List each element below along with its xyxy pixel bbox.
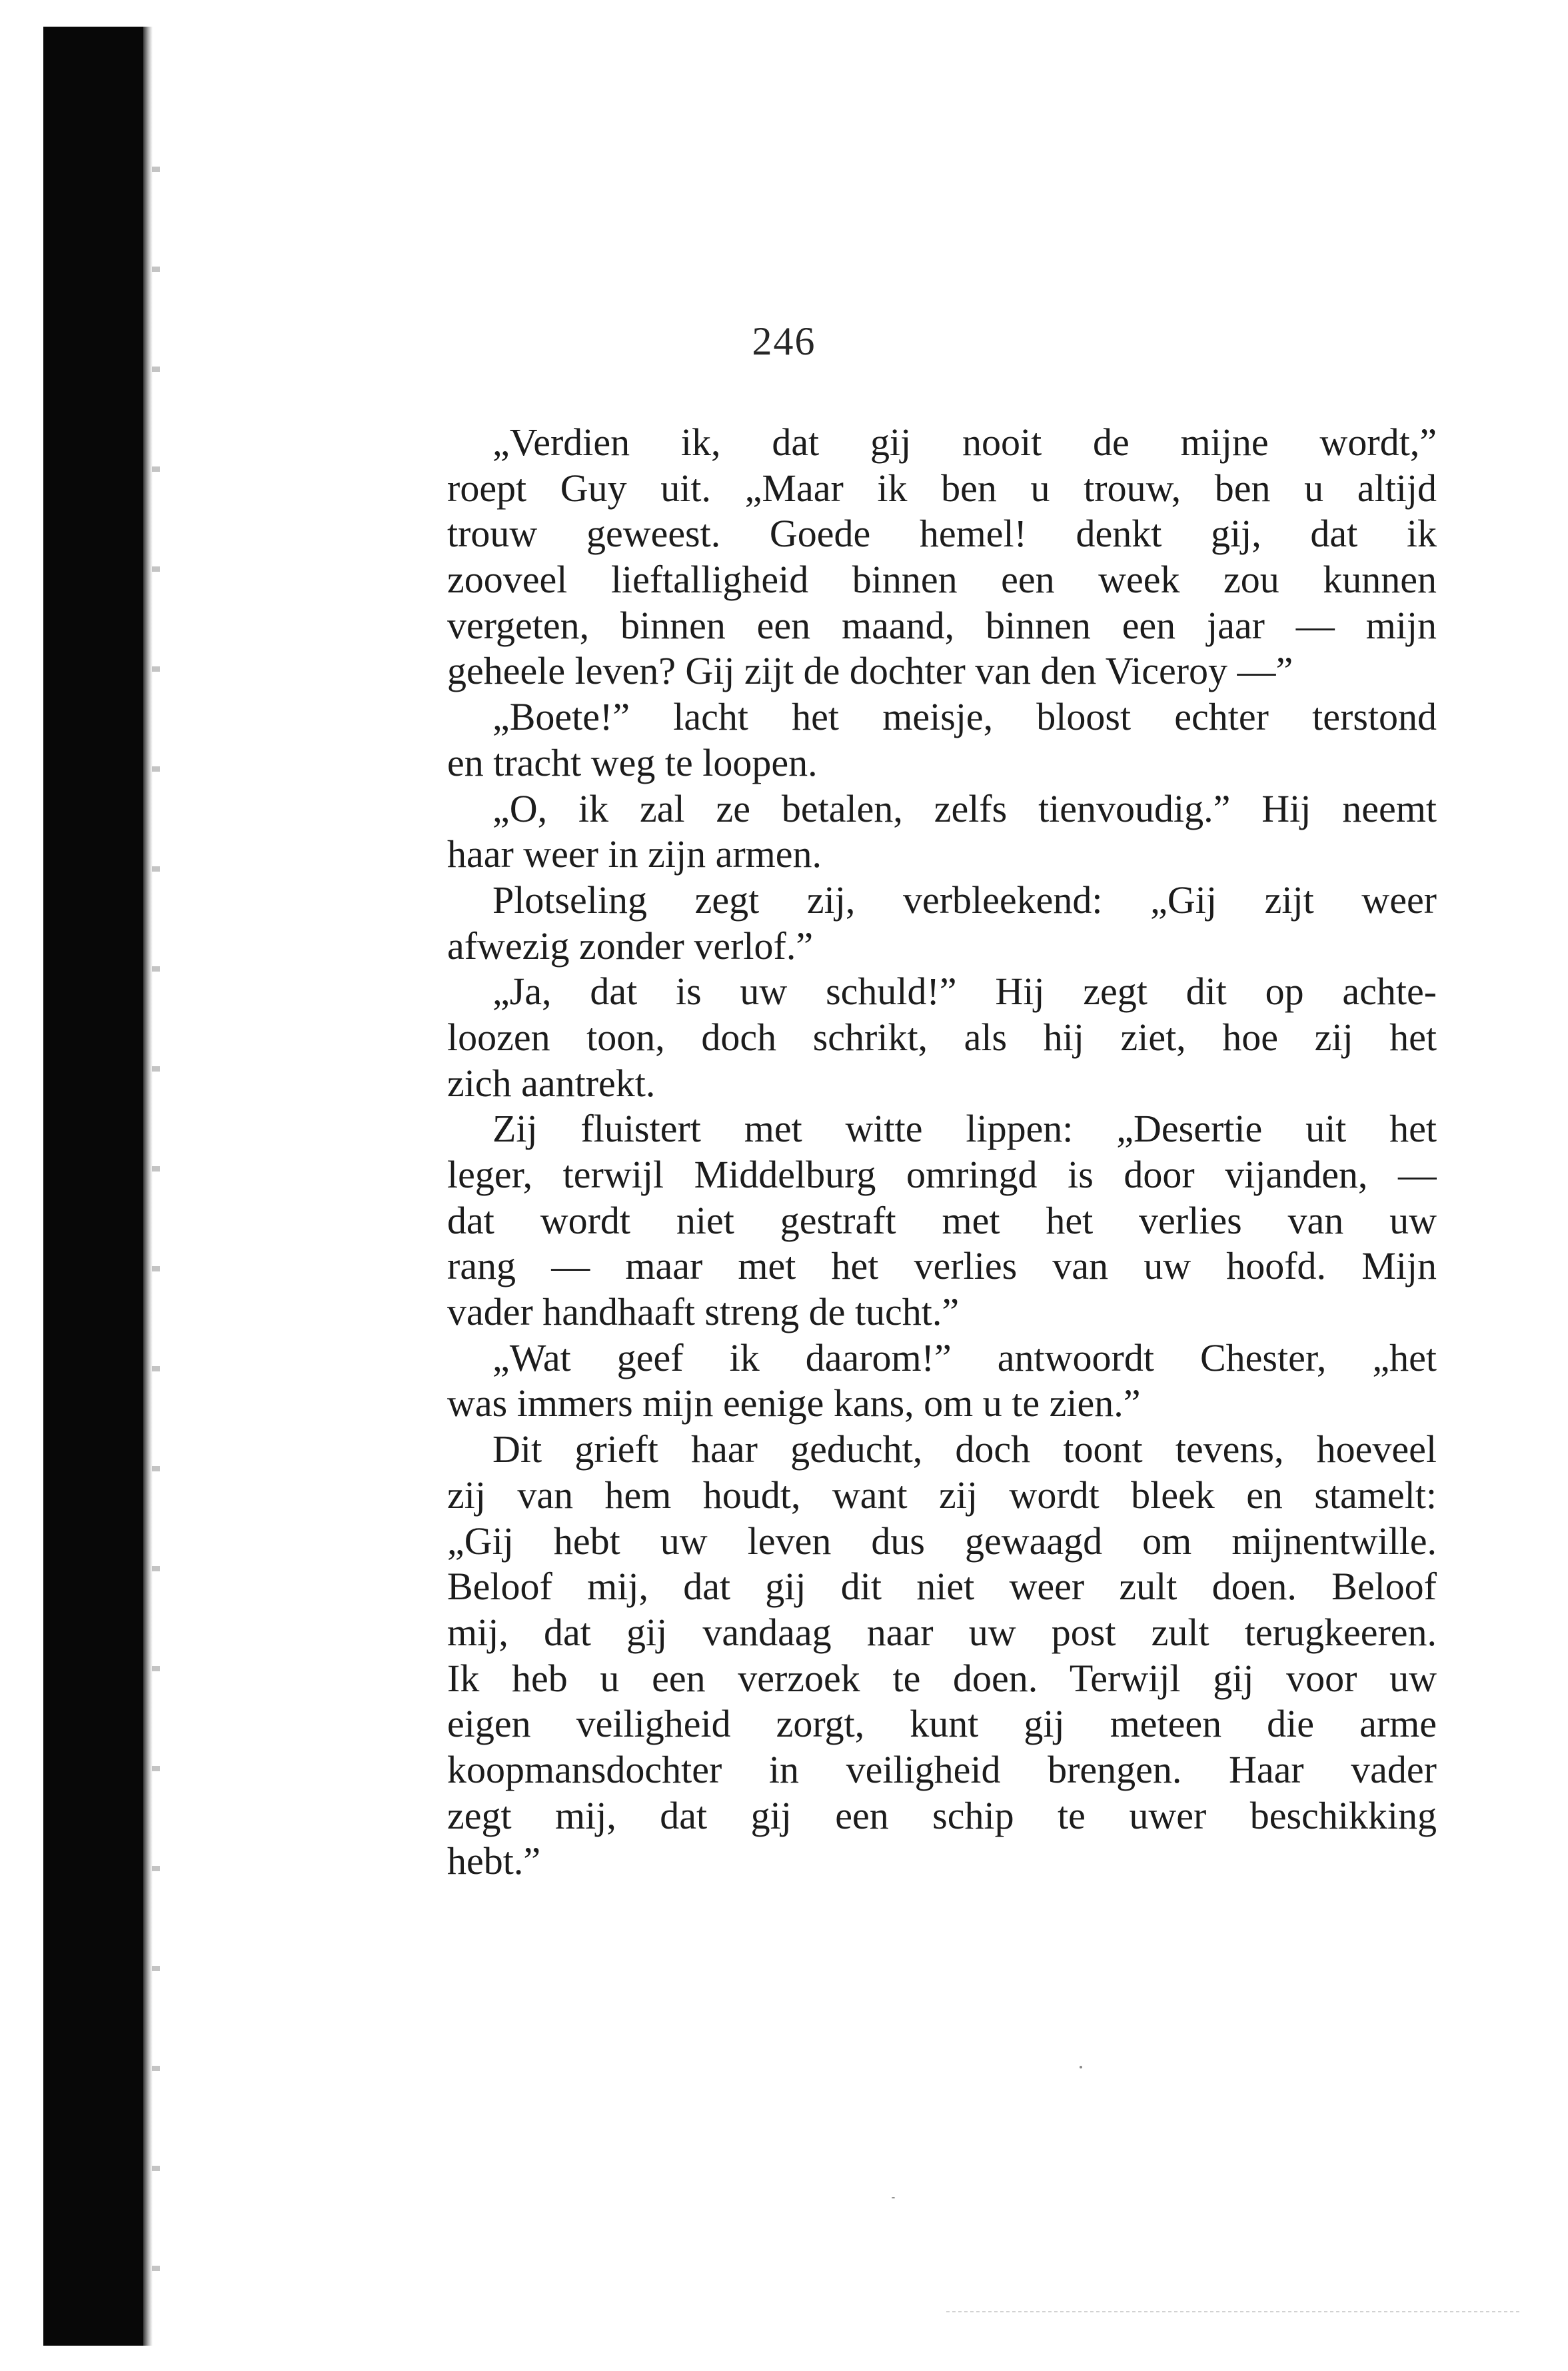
text-line: zich aantrekt. (447, 1061, 656, 1105)
text-line: „Gij hebt uw leven dus gewaagd om mijnentwille. (447, 1519, 1437, 1563)
text-line: Zij fluistert met witte lippen: „Desertie uit het (492, 1107, 1437, 1151)
scan-binding-edge (43, 27, 143, 2346)
text-line: zegt mij, dat gij een schip te uwer beschikking (447, 1793, 1437, 1837)
ink-speck (892, 2197, 895, 2198)
text-line: Beloof mij, dat gij dit niet weer zult doen. Beloof (447, 1565, 1437, 1609)
text-line: „Boete!” lacht het meisje, bloost echter terstond (492, 695, 1437, 739)
text-line: hebt.” (447, 1839, 541, 1883)
page-number: 246 (752, 319, 816, 363)
text-line: koopmansdochter in veiligheid brengen. Haar vader (447, 1747, 1437, 1791)
text-line: dat wordt niet gestraft met het verlies van uw (447, 1198, 1437, 1242)
text-line: „O, ik zal ze betalen, zelfs tienvoudig.” Hij neemt (492, 786, 1437, 830)
text-line: en tracht weg te loopen. (447, 740, 818, 784)
text-line: was immers mijn eenige kans, om u te zien.” (447, 1381, 1141, 1425)
text-line: roept Guy uit. „Maar ik ben u trouw, ben u altijd (447, 466, 1437, 510)
text-line: eigen veiligheid zorgt, kunt gij meteen die arme (447, 1702, 1437, 1746)
text-line: vergeten, binnen een maand, binnen een jaar — mijn (447, 603, 1437, 647)
text-line: zij van hem houdt, want zij wordt bleek en stamelt: (447, 1473, 1437, 1517)
text-line: Dit grieft haar geducht, doch toont tevens, hoeveel (492, 1427, 1437, 1471)
text-line: zooveel lieftalligheid binnen een week zou kunnen (447, 558, 1437, 602)
text-line: „Wat geef ik daarom!” antwoordt Chester, „het (492, 1335, 1437, 1379)
text-line: afwezig zonder verlof.” (447, 924, 814, 968)
scan-binding-shadow (143, 27, 153, 2346)
text-line: trouw geweest. Goede hemel! denkt gij, dat ik (447, 512, 1437, 556)
text-line: haar weer in zijn armen. (447, 832, 822, 876)
text-line: geheele leven? Gij zijt de dochter van den Viceroy —” (447, 649, 1293, 693)
ink-speck (1080, 2066, 1082, 2068)
text-line: „Verdien ik, dat gij nooit de mijne wordt,” (492, 420, 1437, 464)
scan-binding-marks (152, 120, 160, 2306)
page-body-text (447, 420, 1437, 1885)
text-line: Ik heb u een verzoek te doen. Terwijl gij voor uw (447, 1656, 1437, 1700)
text-line: rang — maar met het verlies van uw hoofd. Mijn (447, 1244, 1437, 1288)
text-line: leger, terwijl Middelburg omringd is door vijanden, — (447, 1153, 1437, 1196)
text-line: vader handhaaft streng de tucht.” (447, 1290, 960, 1334)
text-line: loozen toon, doch schrikt, als hij ziet, hoe zij het (447, 1015, 1437, 1059)
text-line: Plotseling zegt zij, verbleekend: „Gij zijt weer (492, 878, 1437, 922)
scan-bottom-edge (946, 2311, 1519, 2312)
text-line: „Ja, dat is uw schuld!” Hij zegt dit op achte- (492, 970, 1437, 1014)
text-line: mij, dat gij vandaag naar uw post zult terugkeeren. (447, 1610, 1437, 1654)
